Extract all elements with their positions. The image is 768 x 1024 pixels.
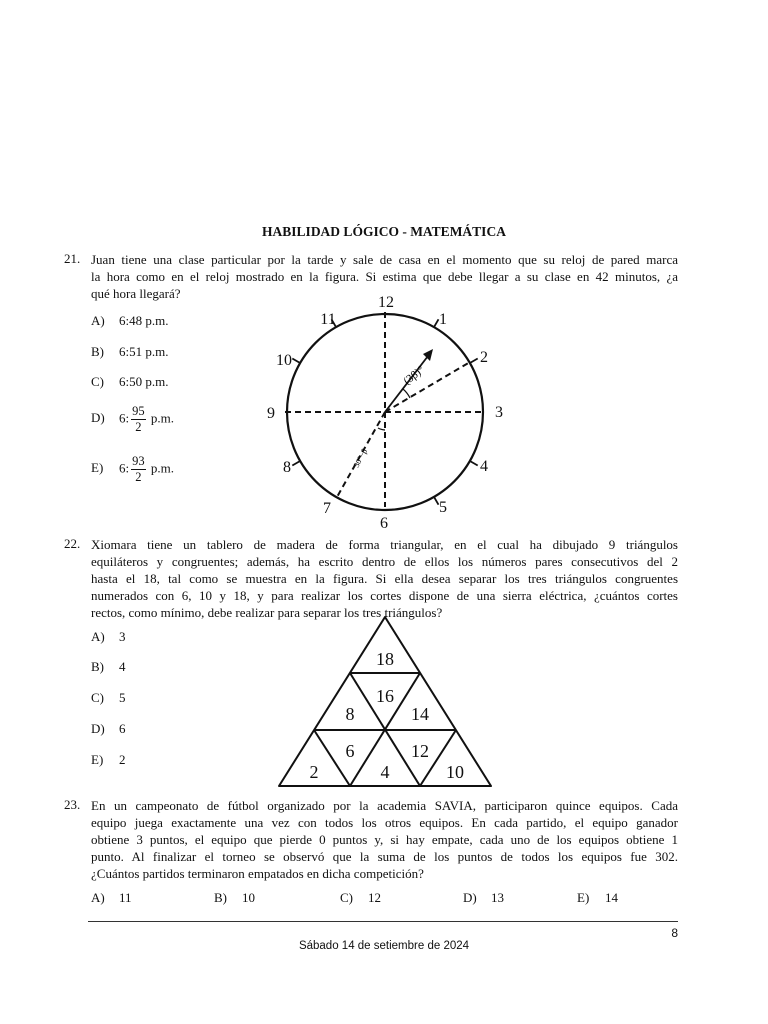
q21-option-e[interactable] — [91, 454, 174, 485]
clock-number: 1 — [439, 311, 447, 328]
option-letter: E) — [91, 752, 104, 767]
option-text: 4 — [119, 659, 126, 674]
triangle-number: 18 — [376, 649, 394, 669]
option-text: 2 — [119, 752, 126, 767]
clock-number: 10 — [276, 352, 292, 369]
section-title: HABILIDAD LÓGICO - MATEMÁTICA — [262, 224, 506, 239]
page-number: 8 — [671, 926, 678, 940]
option-letter: E) — [91, 460, 104, 476]
clock-number: 6 — [380, 515, 388, 532]
q23-option-d[interactable] — [463, 890, 504, 906]
q22-text-line: rectos, como mínimo, debe realizar para separar los tres triángulos? — [91, 605, 443, 620]
option-letter: C) — [91, 374, 104, 389]
q23-option-b[interactable] — [214, 890, 255, 906]
option-letter: B) — [91, 659, 104, 674]
triangle-number: 10 — [446, 762, 464, 782]
option-letter: D) — [91, 721, 105, 736]
q23-option-a[interactable] — [91, 890, 132, 906]
fraction-denominator: 2 — [135, 420, 142, 434]
q21-text-line: qué hora llegará? — [91, 286, 181, 301]
q22-text-line: Xiomara tiene un tablero de madera de forma triangular, en el cual ha dibujado 9 triángulos — [91, 537, 678, 552]
q22-text-line: equiláteros y congruentes; además, ha escrito dentro de ellos los números pares consecutivos del 2 — [91, 554, 678, 569]
option-text: 14 — [605, 890, 618, 905]
option-letter: A) — [91, 313, 105, 328]
clock-figure — [250, 285, 520, 535]
q21-option-c[interactable] — [91, 374, 168, 390]
triangle-number: 16 — [376, 686, 394, 706]
option-text: 3 — [119, 629, 126, 644]
q23-number: 23. — [64, 797, 81, 812]
angle-label-lower: 30°−β — [351, 447, 370, 469]
q23-option-c[interactable] — [340, 890, 381, 906]
triangle-numbers — [310, 649, 465, 782]
q22-option-c[interactable] — [91, 690, 126, 706]
triangle-number: 4 — [380, 762, 390, 782]
option-letter: A) — [91, 629, 105, 644]
tick-2 — [470, 359, 478, 364]
clock-number: 12 — [378, 294, 394, 311]
tick-1 — [434, 319, 439, 327]
option-text: 12 — [368, 890, 381, 905]
clock-number: 7 — [323, 500, 331, 517]
option-text: 6:51 p.m. — [119, 344, 169, 359]
tick-10 — [292, 359, 300, 364]
option-text: 11 — [119, 890, 132, 905]
option-text: 6:50 p.m. — [119, 374, 169, 389]
option-text: 10 — [242, 890, 255, 905]
triangle-figure — [270, 612, 500, 792]
q21-text-line: Juan tiene una clase particular por la tarde y sale de casa en el momento que su reloj de pared marca — [91, 252, 678, 267]
q23-text-line: punto. Al finalizar el torneo se observó que la suma de los puntos de todos los equipos fue 302. — [91, 849, 678, 864]
fraction-numerator: 95 — [132, 404, 145, 418]
clock-number: 2 — [480, 349, 488, 366]
q21-option-b[interactable] — [91, 344, 168, 360]
triangle-number: 2 — [309, 762, 319, 782]
q21-option-d[interactable] — [91, 404, 174, 435]
q21-number: 21. — [64, 251, 81, 266]
triangle-number: 8 — [345, 704, 355, 724]
tick-8 — [292, 461, 300, 466]
clock-number: 5 — [439, 499, 447, 516]
fraction-denominator: 2 — [135, 470, 142, 484]
angle-label-upper: (3β)° — [401, 363, 427, 388]
clock-number: 11 — [320, 311, 336, 328]
q22-option-e[interactable] — [91, 752, 126, 768]
option-fraction — [131, 404, 146, 435]
q23-text-line: equipo juega exactamente una vez con todos los otros equipos. En cada partido, el equipo ganador — [91, 815, 678, 830]
footer-divider — [88, 921, 678, 922]
option-letter: C) — [340, 890, 353, 905]
option-prefix: 6: — [119, 460, 130, 476]
angle-arc-lower — [378, 428, 385, 430]
option-letter: B) — [214, 890, 227, 905]
option-text: 5 — [119, 690, 126, 705]
clock-number: 9 — [267, 405, 275, 422]
option-text: 6:48 p.m. — [119, 313, 169, 328]
option-suffix: p.m. — [150, 410, 174, 426]
q23-text — [91, 797, 678, 882]
q21-option-a[interactable] — [91, 313, 168, 329]
option-letter: D) — [91, 410, 105, 426]
option-fraction — [131, 454, 146, 485]
option-letter: C) — [91, 690, 104, 705]
clock-dashed-lines — [285, 312, 485, 507]
q22-number: 22. — [64, 536, 81, 551]
option-letter: D) — [463, 890, 477, 905]
option-suffix: p.m. — [150, 460, 174, 476]
option-letter: E) — [577, 890, 590, 905]
option-letter: B) — [91, 344, 104, 359]
clock-number: 4 — [480, 458, 488, 475]
q22-option-d[interactable] — [91, 721, 126, 737]
triangle-number: 12 — [411, 741, 429, 761]
triangle-number: 14 — [411, 704, 429, 724]
q23-option-e[interactable] — [577, 890, 618, 906]
q21-text-line: la hora como en el reloj mostrado en la figura. Si estima que debe llegar a su clase en 42 minutos, ¿a — [91, 269, 678, 284]
option-text: 13 — [491, 890, 504, 905]
fraction-numerator: 93 — [132, 454, 145, 468]
triangle-number: 6 — [345, 741, 355, 761]
q22-option-a[interactable] — [91, 629, 126, 645]
option-text: 6 — [119, 721, 126, 736]
tick-5 — [434, 497, 439, 505]
q22-text-line: numerados con 6, 10 y 18, y para realizar los cortes dispone de una sierra eléctrica, ¿cuántos cortes — [91, 588, 678, 603]
angle-arc-upper — [403, 389, 410, 398]
tick-4 — [470, 461, 478, 466]
line-to-2 — [385, 362, 470, 412]
q23-text-line: En un campeonato de fútbol organizado por la academia SAVIA, participaron quince equipos. Cada — [91, 798, 678, 813]
q22-option-b[interactable] — [91, 659, 126, 675]
q22-text-line: hasta el 18, tal como se muestra en la figura. Si ella desea separar los tres triángulos congruentes — [91, 571, 678, 586]
footer-date: Sábado 14 de setiembre de 2024 — [298, 940, 470, 952]
clock-number: 3 — [495, 404, 503, 421]
option-prefix: 6: — [119, 410, 130, 426]
q23-text-line: ¿Cuántos partidos terminaron empatados en dicha competición? — [91, 866, 424, 881]
q22-text — [91, 536, 678, 621]
option-letter: A) — [91, 890, 105, 905]
q23-text-line: obtiene 3 puntos, el equipo que pierde 0 puntos y, si hay empate, cada uno de los equipos obtiene 1 — [91, 832, 678, 847]
clock-number: 8 — [283, 459, 291, 476]
